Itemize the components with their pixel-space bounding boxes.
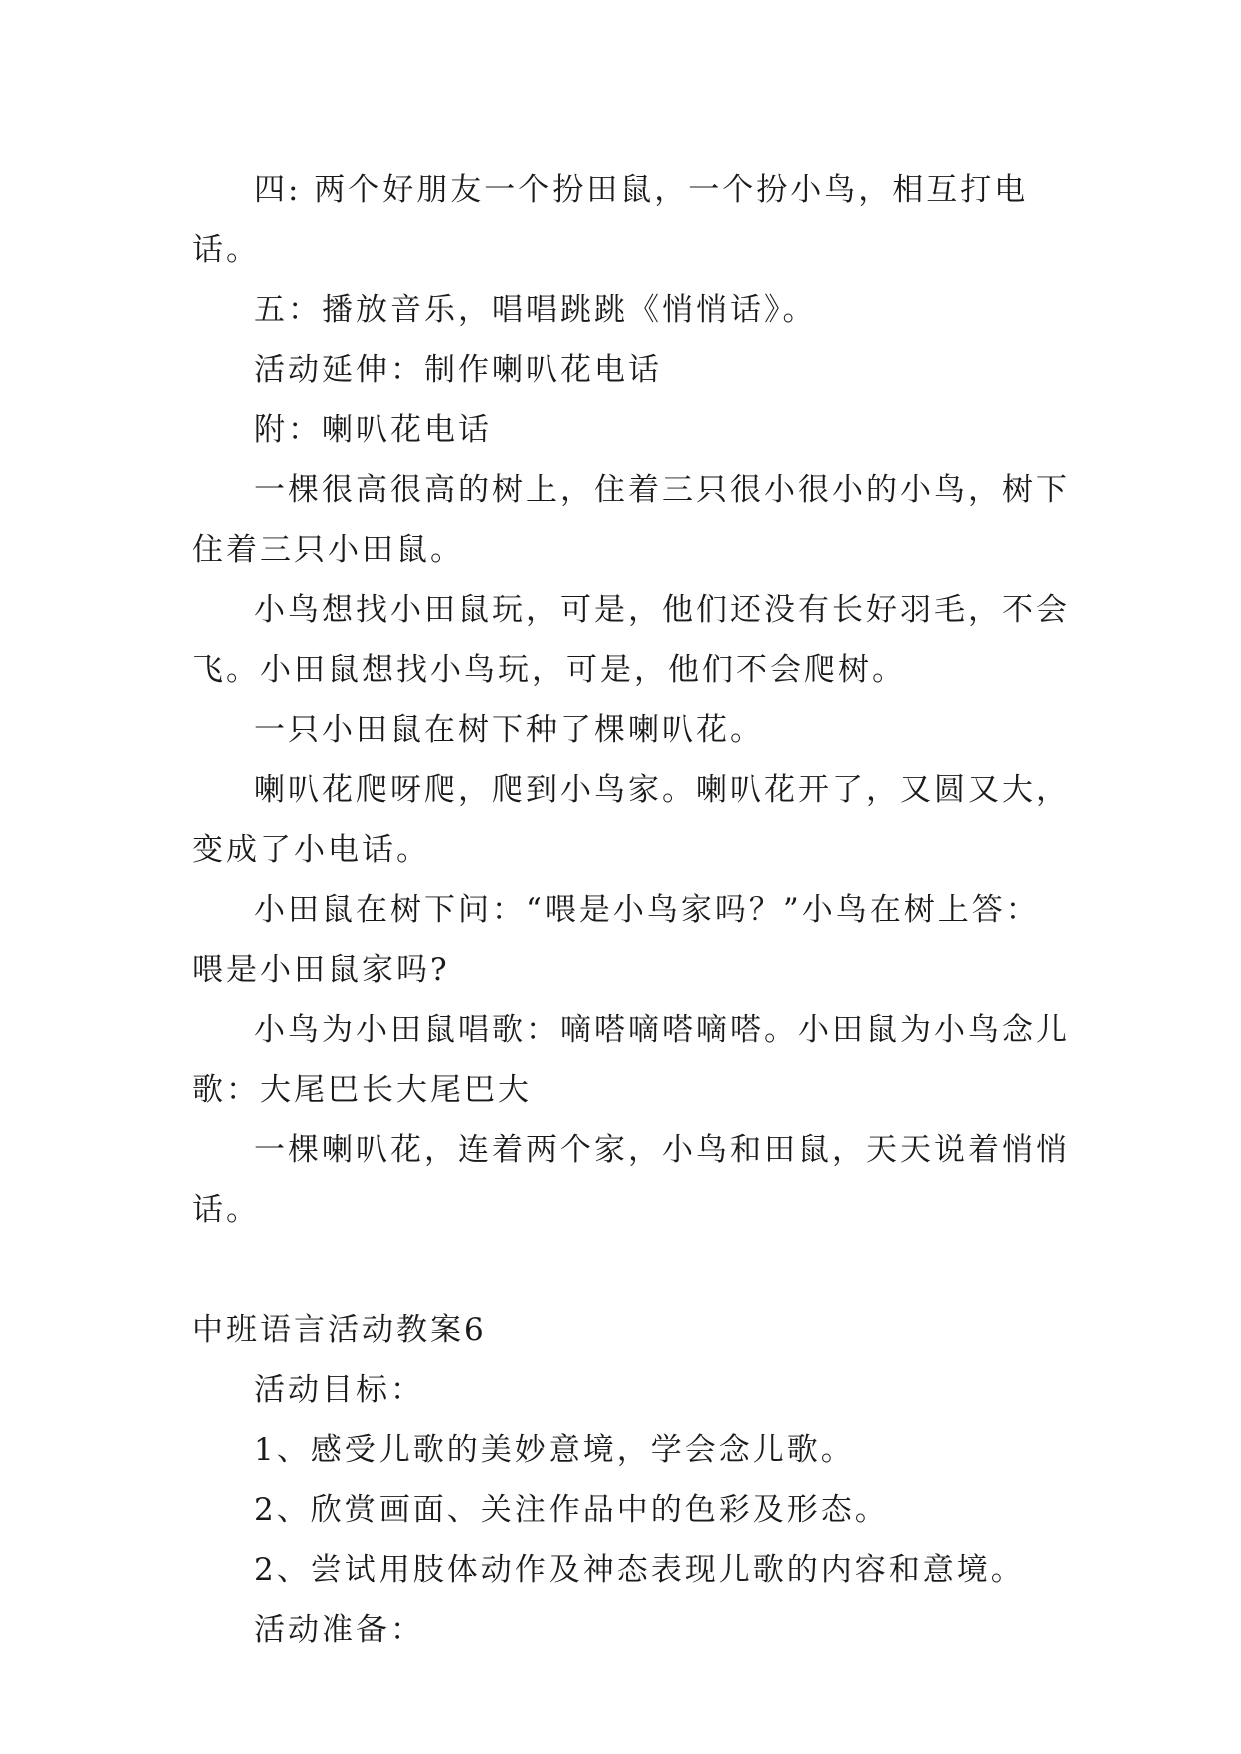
paragraph-activity-extension: 活动延伸：制作喇叭花电话 xyxy=(254,352,662,388)
paragraph-story-2: 小鸟想找小田鼠玩，可是，他们还没有长好羽毛，不会飞。小田鼠想找小鸟玩，可是，他们不会爬树。 xyxy=(192,592,1070,688)
paragraph-goal-1: 1、感受儿歌的美妙意境，学会念儿歌。 xyxy=(254,1432,855,1468)
paragraph-goal-3: 2、尝试用肢体动作及神态表现儿歌的内容和意境。 xyxy=(254,1552,1025,1588)
paragraph-preparation-heading: 活动准备： xyxy=(254,1612,424,1648)
paragraph-step-five: 五：播放音乐，唱唱跳跳《悄悄话》。 xyxy=(254,292,817,328)
paragraph-story-6: 小鸟为小田鼠唱歌：嘀嗒嘀嗒嘀嗒。小田鼠为小鸟念儿歌：大尾巴长大尾巴大 xyxy=(192,1012,1070,1108)
paragraph-goals-heading: 活动目标： xyxy=(254,1372,424,1408)
paragraph-story-7: 一棵喇叭花，连着两个家，小鸟和田鼠，天天说着悄悄话。 xyxy=(192,1132,1070,1228)
paragraph-appendix-title: 附：喇叭花电话 xyxy=(254,412,492,448)
paragraph-story-4: 喇叭花爬呀爬，爬到小鸟家。喇叭花开了，又圆又大，变成了小电话。 xyxy=(192,772,1070,868)
section-gap xyxy=(192,1240,1072,1300)
section-title: 中班语言活动教案6 xyxy=(192,1312,487,1348)
paragraph-story-5: 小田鼠在树下问：“喂是小鸟家吗？”小鸟在树上答：喂是小田鼠家吗? xyxy=(192,892,1040,988)
paragraph-story-3: 一只小田鼠在树下种了棵喇叭花。 xyxy=(254,712,764,748)
paragraph-goal-2: 2、欣赏画面、关注作品中的色彩及形态。 xyxy=(254,1492,889,1528)
document-body xyxy=(192,160,1072,1660)
paragraph-step-four: 四: 两个好朋友一个扮田鼠，一个扮小鸟，相互打电话。 xyxy=(192,172,1029,268)
paragraph-story-1: 一棵很高很高的树上，住着三只很小很小的小鸟，树下住着三只小田鼠。 xyxy=(192,472,1070,568)
